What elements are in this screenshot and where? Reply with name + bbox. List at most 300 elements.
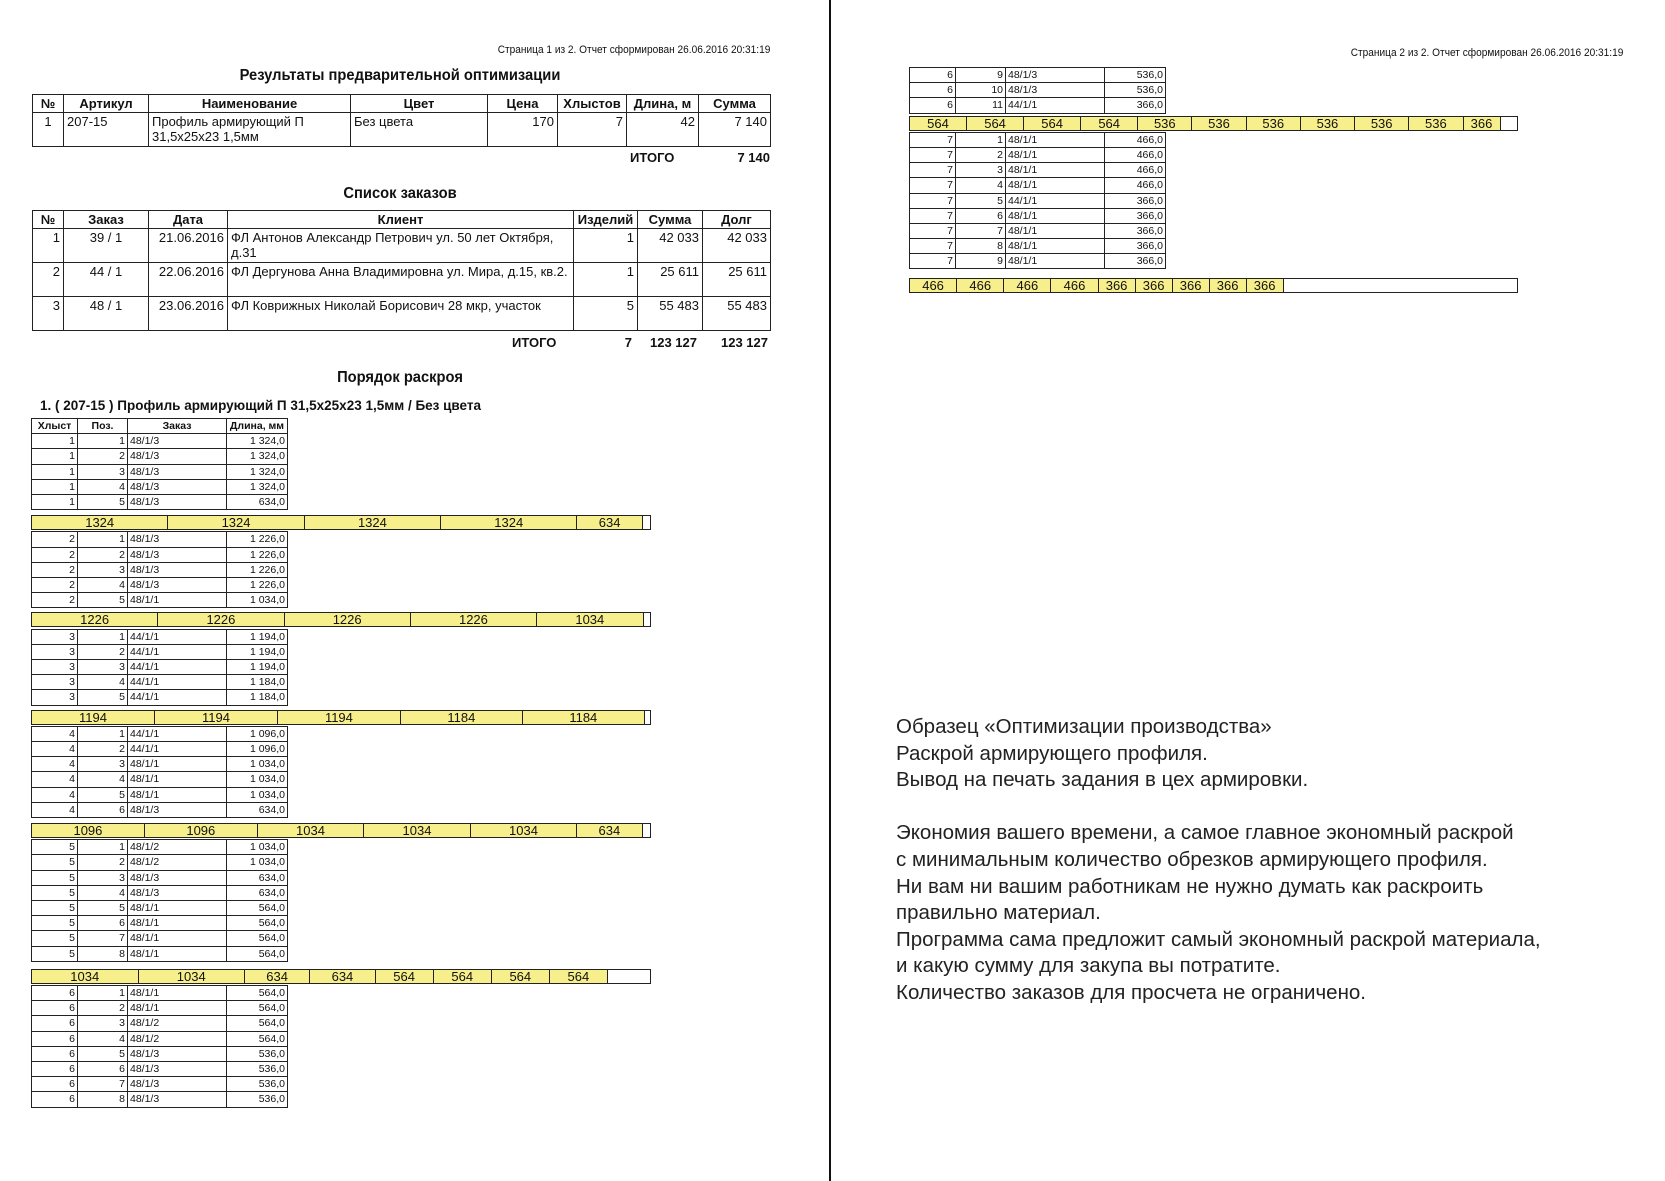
cut-row bbox=[32, 1031, 288, 1046]
cell-article: 207-15 bbox=[64, 113, 149, 147]
cell-stick: 5 bbox=[32, 916, 78, 931]
cell-position: 2 bbox=[78, 547, 128, 562]
cell-position: 5 bbox=[78, 494, 128, 509]
cell-order: 48/1/2 bbox=[128, 840, 227, 855]
cell-stick: 7 bbox=[910, 163, 956, 178]
cell-position: 1 bbox=[78, 629, 128, 644]
cut-piece-segment: 1226 bbox=[32, 613, 158, 626]
cell-stick: 5 bbox=[32, 885, 78, 900]
cut-waste-segment bbox=[643, 824, 650, 837]
cell-stick: 7 bbox=[910, 147, 956, 162]
cut-row bbox=[32, 916, 288, 931]
cell-order: 48/1/3 bbox=[128, 547, 227, 562]
cell-order: 39 / 1 bbox=[64, 229, 149, 263]
cut-row bbox=[32, 1061, 288, 1076]
orders-header-row bbox=[33, 211, 771, 229]
cell-stick: 5 bbox=[32, 840, 78, 855]
cut-row bbox=[32, 1077, 288, 1092]
results-row bbox=[33, 113, 771, 147]
cell-order: 44/1/1 bbox=[128, 690, 227, 705]
col-client: Клиент bbox=[228, 211, 574, 229]
cut-row bbox=[910, 98, 1166, 113]
cell-length-mm: 1 096,0 bbox=[227, 741, 288, 756]
cut-piece-segment: 564 bbox=[492, 970, 550, 983]
cell-length-mm: 634,0 bbox=[227, 802, 288, 817]
cell-stick: 3 bbox=[32, 629, 78, 644]
cut-waste-segment bbox=[645, 711, 650, 724]
cut-row bbox=[32, 870, 288, 885]
cell-stick: 7 bbox=[910, 178, 956, 193]
cell-position: 2 bbox=[956, 147, 1006, 162]
cell-stick: 4 bbox=[32, 787, 78, 802]
cell-order: 44 / 1 bbox=[64, 263, 149, 297]
cell-position: 1 bbox=[956, 132, 1006, 147]
cell-length-mm: 1 324,0 bbox=[227, 434, 288, 449]
cell-length-mm: 564,0 bbox=[227, 1001, 288, 1016]
results-title: Результаты предварительной оптимизации bbox=[239, 67, 561, 84]
cell-stick: 1 bbox=[32, 494, 78, 509]
orders-title: Список заказов bbox=[343, 185, 457, 202]
cell-stick: 6 bbox=[910, 98, 956, 113]
cell-position: 3 bbox=[956, 163, 1006, 178]
cell-debt: 42 033 bbox=[703, 229, 771, 263]
cell-stick: 1 bbox=[32, 449, 78, 464]
cut-row bbox=[32, 593, 288, 608]
cut-row bbox=[32, 1016, 288, 1031]
cell-position: 11 bbox=[956, 98, 1006, 113]
cell-position: 3 bbox=[78, 562, 128, 577]
cell-position: 1 bbox=[78, 726, 128, 741]
cell-position: 3 bbox=[78, 659, 128, 674]
cell-position: 2 bbox=[78, 741, 128, 756]
col-items: Изделий bbox=[574, 211, 638, 229]
cell-order: 48/1/1 bbox=[128, 772, 227, 787]
cut-row bbox=[910, 83, 1166, 98]
cell-stick: 1 bbox=[32, 479, 78, 494]
cut-piece-segment: 466 bbox=[1004, 279, 1051, 292]
cell-stick: 7 bbox=[910, 254, 956, 269]
cut-piece-segment: 536 bbox=[1247, 117, 1301, 130]
cell-order: 48/1/3 bbox=[128, 1061, 227, 1076]
cut-piece-segment: 1034 bbox=[364, 824, 471, 837]
col-length-mm: Длина, мм bbox=[227, 419, 288, 434]
cell-order: 48/1/3 bbox=[128, 532, 227, 547]
cell-length-mm: 536,0 bbox=[227, 1092, 288, 1107]
cut-row bbox=[32, 787, 288, 802]
cell-stick: 5 bbox=[32, 870, 78, 885]
cell-length-mm: 1 034,0 bbox=[227, 855, 288, 870]
cut-row bbox=[32, 1001, 288, 1016]
cell-length-mm: 536,0 bbox=[1105, 68, 1166, 83]
col-color: Цвет bbox=[351, 95, 488, 113]
cell-stick: 3 bbox=[32, 675, 78, 690]
cell-items: 1 bbox=[574, 229, 638, 263]
cell-sum: 42 033 bbox=[638, 229, 703, 263]
cell-stick: 1 bbox=[32, 434, 78, 449]
order-row bbox=[33, 297, 771, 331]
cell-length-mm: 1 034,0 bbox=[227, 840, 288, 855]
cut-piece-segment: 1194 bbox=[278, 711, 401, 724]
cell-length-mm: 1 194,0 bbox=[227, 659, 288, 674]
cut-table bbox=[31, 985, 288, 1108]
cut-table bbox=[31, 839, 288, 962]
orders-table bbox=[32, 210, 771, 331]
cut-piece-segment: 634 bbox=[245, 970, 310, 983]
cell-position: 2 bbox=[78, 855, 128, 870]
cut-row bbox=[910, 239, 1166, 254]
cell-order: 44/1/1 bbox=[128, 659, 227, 674]
cut-piece-segment: 1226 bbox=[158, 613, 284, 626]
cell-length-mm: 1 034,0 bbox=[227, 787, 288, 802]
col-date: Дата bbox=[149, 211, 228, 229]
cell-position: 5 bbox=[78, 593, 128, 608]
cell-position: 8 bbox=[956, 239, 1006, 254]
cell-order: 48/1/3 bbox=[128, 464, 227, 479]
cell-number: 3 bbox=[33, 297, 64, 331]
cell-order: 48/1/3 bbox=[128, 870, 227, 885]
cut-piece-segment: 1324 bbox=[305, 516, 441, 529]
cell-length-mm: 1 226,0 bbox=[227, 562, 288, 577]
cut-row bbox=[32, 675, 288, 690]
cell-order: 48 / 1 bbox=[64, 297, 149, 331]
cut-row bbox=[32, 772, 288, 787]
cell-order: 48/1/1 bbox=[128, 946, 227, 961]
cut-bar bbox=[31, 612, 651, 627]
page2-header: Страница 2 из 2. Отчет сформирован 26.06.2016 20:31:19 bbox=[1350, 47, 1623, 59]
cell-position: 4 bbox=[78, 885, 128, 900]
cell-stick: 2 bbox=[32, 547, 78, 562]
cut-bar bbox=[31, 710, 651, 725]
results-table bbox=[32, 94, 771, 147]
cell-position: 2 bbox=[78, 449, 128, 464]
cut-table bbox=[909, 132, 1166, 270]
cell-order: 48/1/1 bbox=[128, 916, 227, 931]
cell-order: 48/1/3 bbox=[1006, 83, 1105, 98]
cell-order: 44/1/1 bbox=[1006, 98, 1105, 113]
cut-piece-segment: 366 bbox=[1099, 279, 1136, 292]
order-row bbox=[33, 229, 771, 263]
cell-sticks: 7 bbox=[558, 113, 627, 147]
cut-piece-segment: 1184 bbox=[401, 711, 523, 724]
cell-length-mm: 366,0 bbox=[1105, 193, 1166, 208]
cell-order: 48/1/2 bbox=[128, 855, 227, 870]
cell-position: 5 bbox=[78, 787, 128, 802]
cell-number: 1 bbox=[33, 229, 64, 263]
results-total-label: ИТОГО bbox=[630, 150, 675, 165]
cell-stick: 2 bbox=[32, 593, 78, 608]
cut-bar bbox=[31, 823, 651, 838]
cell-client: ФЛ Коврижных Николай Борисович 28 мкр, участок bbox=[228, 297, 574, 331]
cell-order: 48/1/1 bbox=[1006, 223, 1105, 238]
orders-total-items: 7 bbox=[624, 335, 632, 350]
col-sum: Сумма bbox=[699, 95, 771, 113]
cut-table bbox=[31, 531, 288, 608]
cell-length-mm: 536,0 bbox=[1105, 83, 1166, 98]
cut-row bbox=[32, 1046, 288, 1061]
cut-row bbox=[32, 855, 288, 870]
cell-stick: 5 bbox=[32, 946, 78, 961]
col-stick: Хлыст bbox=[32, 419, 78, 434]
cell-order: 44/1/1 bbox=[128, 675, 227, 690]
cell-stick: 2 bbox=[32, 532, 78, 547]
cell-length-mm: 1 184,0 bbox=[227, 675, 288, 690]
cut-bar bbox=[31, 515, 651, 530]
cell-position: 6 bbox=[78, 802, 128, 817]
cell-length: 42 bbox=[627, 113, 699, 147]
cell-length-mm: 564,0 bbox=[227, 931, 288, 946]
cell-position: 3 bbox=[78, 870, 128, 885]
note-line: Раскрой армирующего профиля. bbox=[896, 741, 1208, 765]
cell-length-mm: 564,0 bbox=[227, 1016, 288, 1031]
cut-row bbox=[910, 193, 1166, 208]
cell-length-mm: 1 226,0 bbox=[227, 532, 288, 547]
note-line: Программа сама предложит самый экономный раскрой материала, bbox=[896, 927, 1541, 951]
cell-position: 5 bbox=[956, 193, 1006, 208]
cut-piece-segment: 564 bbox=[967, 117, 1024, 130]
cut-row bbox=[910, 147, 1166, 162]
cell-order: 48/1/3 bbox=[128, 434, 227, 449]
cut-piece-segment: 1226 bbox=[285, 613, 411, 626]
cell-length-mm: 366,0 bbox=[1105, 223, 1166, 238]
cell-stick: 2 bbox=[32, 562, 78, 577]
cut-piece-segment: 536 bbox=[1409, 117, 1463, 130]
cell-order: 44/1/1 bbox=[128, 726, 227, 741]
cut-piece-segment: 466 bbox=[910, 279, 957, 292]
cell-position: 8 bbox=[78, 946, 128, 961]
cut-row bbox=[32, 690, 288, 705]
cell-stick: 6 bbox=[910, 68, 956, 83]
cut-piece-segment: 1034 bbox=[471, 824, 578, 837]
cut-table bbox=[31, 629, 288, 706]
cut-piece-segment: 366 bbox=[1173, 279, 1210, 292]
cell-position: 4 bbox=[78, 577, 128, 592]
cell-order: 48/1/3 bbox=[1006, 68, 1105, 83]
cut-piece-segment: 1034 bbox=[537, 613, 644, 626]
cut-row bbox=[32, 434, 288, 449]
cell-stick: 5 bbox=[32, 900, 78, 915]
cell-position: 7 bbox=[78, 1077, 128, 1092]
cell-length-mm: 1 194,0 bbox=[227, 644, 288, 659]
cell-date: 22.06.2016 bbox=[149, 263, 228, 297]
cell-position: 2 bbox=[78, 644, 128, 659]
cell-items: 1 bbox=[574, 263, 638, 297]
cell-stick: 7 bbox=[910, 223, 956, 238]
cell-order: 44/1/1 bbox=[128, 644, 227, 659]
cell-stick: 6 bbox=[32, 986, 78, 1001]
cell-order: 48/1/1 bbox=[128, 593, 227, 608]
cell-order: 48/1/3 bbox=[128, 479, 227, 494]
cut-piece-segment: 1324 bbox=[32, 516, 168, 529]
cell-length-mm: 366,0 bbox=[1105, 98, 1166, 113]
cut-piece-segment: 1096 bbox=[145, 824, 258, 837]
cell-date: 21.06.2016 bbox=[149, 229, 228, 263]
cell-length-mm: 564,0 bbox=[227, 1031, 288, 1046]
cut-row bbox=[32, 931, 288, 946]
cell-position: 10 bbox=[956, 83, 1006, 98]
cell-length-mm: 466,0 bbox=[1105, 178, 1166, 193]
cell-stick: 7 bbox=[910, 193, 956, 208]
cell-position: 4 bbox=[78, 675, 128, 690]
cell-order: 48/1/1 bbox=[128, 986, 227, 1001]
cell-stick: 5 bbox=[32, 855, 78, 870]
cell-stick: 3 bbox=[32, 644, 78, 659]
cell-stick: 4 bbox=[32, 757, 78, 772]
cell-length-mm: 564,0 bbox=[227, 916, 288, 931]
note-line: Экономия вашего времени, а самое главное экономный раскрой bbox=[896, 821, 1514, 845]
cell-position: 1 bbox=[78, 840, 128, 855]
cell-length-mm: 1 096,0 bbox=[227, 726, 288, 741]
cell-stick: 2 bbox=[32, 577, 78, 592]
cell-order: 48/1/1 bbox=[1006, 163, 1105, 178]
cut-piece-segment: 1194 bbox=[155, 711, 278, 724]
cell-position: 4 bbox=[956, 178, 1006, 193]
cell-length-mm: 564,0 bbox=[227, 946, 288, 961]
cut-piece-segment: 366 bbox=[1136, 279, 1173, 292]
cell-number: 2 bbox=[33, 263, 64, 297]
cut-row bbox=[32, 840, 288, 855]
cut-row bbox=[32, 449, 288, 464]
cell-length-mm: 536,0 bbox=[227, 1077, 288, 1092]
cell-order: 44/1/1 bbox=[1006, 193, 1105, 208]
cell-length-mm: 564,0 bbox=[227, 986, 288, 1001]
cell-length-mm: 1 034,0 bbox=[227, 593, 288, 608]
cut-row bbox=[32, 741, 288, 756]
col-sum: Сумма bbox=[638, 211, 703, 229]
cell-order: 48/1/3 bbox=[128, 885, 227, 900]
cut-piece-segment: 1034 bbox=[32, 970, 139, 983]
cut-piece-segment: 564 bbox=[376, 970, 434, 983]
cell-client: ФЛ Антонов Александр Петрович ул. 50 лет Октября, д.31 bbox=[228, 229, 574, 263]
cell-length-mm: 634,0 bbox=[227, 494, 288, 509]
cell-length-mm: 1 034,0 bbox=[227, 757, 288, 772]
cut-piece-segment: 536 bbox=[1192, 117, 1246, 130]
cell-order: 48/1/3 bbox=[128, 577, 227, 592]
cell-length-mm: 466,0 bbox=[1105, 132, 1166, 147]
cell-position: 4 bbox=[78, 1031, 128, 1046]
col-length: Длина, м bbox=[627, 95, 699, 113]
cell-stick: 3 bbox=[32, 659, 78, 674]
results-header-row bbox=[33, 95, 771, 113]
cut-piece-segment: 536 bbox=[1301, 117, 1355, 130]
cell-date: 23.06.2016 bbox=[149, 297, 228, 331]
cut-piece-segment: 1034 bbox=[258, 824, 365, 837]
cell-color: Без цвета bbox=[351, 113, 488, 147]
cut-table bbox=[909, 67, 1166, 114]
cell-order: 48/1/3 bbox=[128, 802, 227, 817]
cell-length-mm: 634,0 bbox=[227, 870, 288, 885]
cut-piece-segment: 634 bbox=[577, 824, 642, 837]
cell-order: 48/1/3 bbox=[128, 449, 227, 464]
description-note bbox=[896, 714, 1541, 1007]
cut-row bbox=[32, 986, 288, 1001]
cut-bar bbox=[31, 969, 651, 984]
note-line: Образец «Оптимизации производства» bbox=[896, 715, 1272, 738]
cut-row bbox=[32, 464, 288, 479]
cut-row bbox=[32, 494, 288, 509]
cut-row bbox=[910, 132, 1166, 147]
cell-items: 5 bbox=[574, 297, 638, 331]
cut-piece-segment: 1194 bbox=[32, 711, 155, 724]
cut-row bbox=[32, 946, 288, 961]
cell-stick: 4 bbox=[32, 726, 78, 741]
results-total-value: 7 140 bbox=[737, 150, 770, 165]
cell-length-mm: 466,0 bbox=[1105, 147, 1166, 162]
cut-piece-segment: 564 bbox=[1024, 117, 1081, 130]
col-number: № bbox=[33, 95, 64, 113]
cell-order: 48/1/1 bbox=[1006, 132, 1105, 147]
cut-row bbox=[910, 178, 1166, 193]
cut-waste-segment bbox=[1501, 117, 1517, 130]
cut-row bbox=[32, 532, 288, 547]
cell-length-mm: 1 194,0 bbox=[227, 629, 288, 644]
cell-order: 48/1/3 bbox=[128, 1092, 227, 1107]
cell-position: 7 bbox=[78, 931, 128, 946]
cut-piece-segment: 366 bbox=[1464, 117, 1501, 130]
note-line: Количество заказов для просчета не ограничено. bbox=[896, 980, 1366, 1004]
cell-sum: 7 140 bbox=[699, 113, 771, 147]
cell-order: 48/1/2 bbox=[128, 1016, 227, 1031]
cutting-material: 1. ( 207-15 ) Профиль армирующий П 31,5х25х23 1,5мм / Без цвета bbox=[40, 398, 481, 413]
cut-waste-segment bbox=[1284, 279, 1517, 292]
page-divider bbox=[829, 0, 831, 1181]
cut-bar bbox=[909, 116, 1518, 131]
cell-length-mm: 366,0 bbox=[1105, 239, 1166, 254]
cut-row bbox=[32, 802, 288, 817]
cell-number: 1 bbox=[33, 113, 64, 147]
cutting-title: Порядок раскроя bbox=[337, 369, 463, 386]
cell-price: 170 bbox=[488, 113, 558, 147]
cut-piece-segment: 366 bbox=[1210, 279, 1247, 292]
cell-stick: 6 bbox=[32, 1046, 78, 1061]
cut-row bbox=[32, 479, 288, 494]
cell-position: 4 bbox=[78, 772, 128, 787]
cell-position: 9 bbox=[956, 68, 1006, 83]
cut-row bbox=[32, 644, 288, 659]
col-article: Артикул bbox=[64, 95, 149, 113]
col-order: Заказ bbox=[128, 419, 227, 434]
cell-length-mm: 1 324,0 bbox=[227, 464, 288, 479]
cell-position: 7 bbox=[956, 223, 1006, 238]
cut-row bbox=[32, 1092, 288, 1107]
cut-piece-segment: 564 bbox=[1081, 117, 1138, 130]
cell-position: 3 bbox=[78, 757, 128, 772]
cell-position: 1 bbox=[78, 532, 128, 547]
cell-order: 48/1/3 bbox=[128, 1046, 227, 1061]
cell-position: 3 bbox=[78, 1016, 128, 1031]
cell-stick: 7 bbox=[910, 132, 956, 147]
cut-piece-segment: 1034 bbox=[139, 970, 246, 983]
cut-row bbox=[32, 900, 288, 915]
cell-order: 44/1/1 bbox=[128, 741, 227, 756]
cut-row bbox=[910, 68, 1166, 83]
cut-piece-segment: 564 bbox=[434, 970, 492, 983]
cell-stick: 6 bbox=[32, 1016, 78, 1031]
cell-position: 5 bbox=[78, 690, 128, 705]
cell-position: 4 bbox=[78, 479, 128, 494]
cut-piece-segment: 634 bbox=[577, 516, 642, 529]
cut-piece-segment: 536 bbox=[1355, 117, 1409, 130]
cell-order: 44/1/1 bbox=[128, 629, 227, 644]
cell-stick: 7 bbox=[910, 208, 956, 223]
cell-stick: 3 bbox=[32, 690, 78, 705]
cell-order: 48/1/1 bbox=[1006, 147, 1105, 162]
cell-length-mm: 1 324,0 bbox=[227, 449, 288, 464]
cell-sum: 55 483 bbox=[638, 297, 703, 331]
cell-client: ФЛ Дергунова Анна Владимировна ул. Мира, д.15, кв.2. bbox=[228, 263, 574, 297]
cut-row bbox=[32, 885, 288, 900]
cell-stick: 6 bbox=[32, 1077, 78, 1092]
cut-waste-segment bbox=[608, 970, 650, 983]
